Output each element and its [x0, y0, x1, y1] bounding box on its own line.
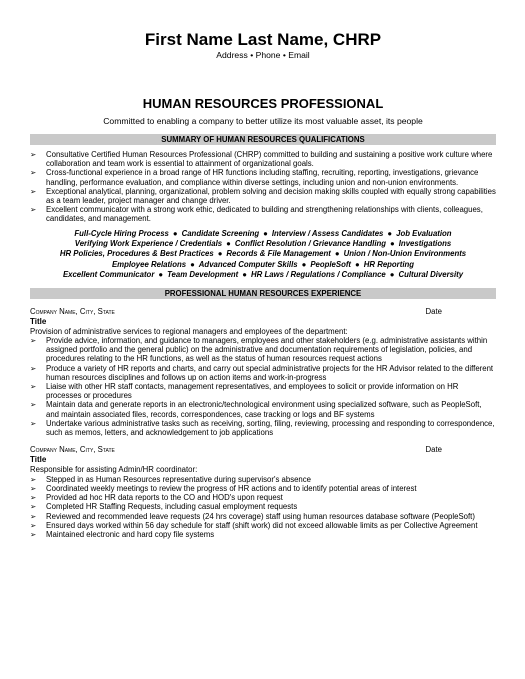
skill-keyword: Records & File Management — [226, 249, 331, 259]
bullet-separator-icon: ● — [301, 259, 307, 269]
job-bullet: ➢ Liaise with other HR staff contacts, management representatives, and employees to solicit or provide information on HR processes or procedures — [30, 382, 496, 400]
candidate-name: First Name Last Name, CHRP — [144, 30, 382, 49]
job-date: Date — [425, 445, 442, 455]
skill-keyword: Investigations — [398, 239, 452, 249]
summary-bullet: ➢ Cross-functional experience in a broad range of HR functions including staffing, recruiting, reporting, investigations, grievance handling, performance evaluation, and compliance within diverse settings, including union and non-union environments. — [30, 168, 496, 186]
job-bullet-list — [30, 475, 496, 539]
bullet-separator-icon: ● — [242, 270, 248, 280]
skills-keyword-row — [30, 249, 496, 259]
job-entry-2 — [30, 445, 496, 539]
bullet-separator-icon: ● — [190, 259, 195, 269]
job-header — [30, 307, 496, 317]
job-intro: Provision of administrative services to regional managers and employees of the department: — [30, 326, 348, 336]
job-bullet: ➢ Undertake various administrative tasks such as receiving, sorting, filing, reviewing, processing and responding to correspondence, such as memos, letters, and acknowledgement to job applications — [30, 419, 496, 437]
job-bullet: ➢ Provide advice, information, and guidance to managers, employees and other stakeholders (e.g. administrative assistants within assigned portfolio and the general public) on the administrative and documentation requirements of legislation, policies, and procedures relating to the HR functions, as well as the status of human resources request actions — [30, 336, 496, 364]
skill-keyword: Full-Cycle Hiring Process — [74, 228, 169, 238]
job-bullet: ➢ Stepped in as Human Resources representative during supervisor's absence — [30, 475, 496, 484]
bullet-separator-icon: ● — [172, 228, 178, 238]
skill-keyword: Conflict Resolution / Grievance Handling — [234, 239, 387, 249]
company-location: Company Name, City, State — [30, 445, 115, 455]
skill-keyword: Cultural Diversity — [398, 270, 464, 280]
bullet-separator-icon: ● — [389, 270, 395, 280]
job-bullet: ➢ Produce a variety of HR reports and charts, and carry out special administrative projects for the HR Advisor related to the different human resources disciplines and follows up on action items and work-in-progress — [30, 364, 496, 382]
skill-keyword: HR Reporting — [363, 259, 415, 269]
company-location: Company Name, City, State — [30, 306, 115, 316]
contact-line: Address • Phone • Email — [216, 50, 310, 60]
skills-keyword-row — [30, 260, 496, 270]
job-bullet: ➢ Maintained electronic and hard copy file systems — [30, 530, 496, 539]
skill-keyword: Candidate Screening — [181, 228, 260, 238]
skill-keyword: Advanced Computer Skills — [198, 259, 298, 269]
job-header — [30, 445, 496, 455]
skill-keyword: Employee Relations — [111, 259, 187, 269]
skills-keyword-row — [30, 239, 496, 249]
skill-keyword: PeopleSoft — [310, 259, 352, 269]
job-intro: Responsible for assisting Admin/HR coordinator: — [30, 465, 198, 475]
summary-bullet: ➢ Exceptional analytical, planning, organizational, problem solving and decision making skills coupled with equally strong capabilities as a team leader, project manager and change driver. — [30, 187, 496, 205]
bullet-separator-icon: ● — [334, 249, 340, 259]
job-title: Title — [30, 316, 47, 326]
skill-keyword: Job Evaluation — [396, 228, 452, 238]
skill-keyword: Union / Non-Union Environments — [343, 249, 467, 259]
bullet-separator-icon: ● — [390, 239, 395, 249]
bullet-separator-icon: ● — [263, 228, 268, 238]
skill-keyword: Excellent Communicator — [62, 270, 155, 280]
skill-keyword: HR Policies, Procedures & Best Practices — [59, 249, 214, 259]
bullet-separator-icon: ● — [158, 270, 164, 280]
summary-bullet: ➢ Consultative Certified Human Resources Professional (CHRP) committed to building and sustaining a positive work culture where collaboration and team work is essential to attainment of organizational goals. — [30, 150, 496, 168]
skills-keyword-block — [30, 229, 496, 281]
bullet-separator-icon: ● — [226, 239, 231, 249]
bullet-separator-icon: ● — [387, 228, 393, 238]
skill-keyword: Interview / Assess Candidates — [271, 228, 384, 238]
skills-keyword-row — [30, 270, 496, 280]
bullet-separator-icon: ● — [355, 259, 360, 269]
job-bullet-list — [30, 336, 496, 437]
job-bullet: ➢ Completed HR Staffing Requests, including casual employment requests — [30, 502, 496, 511]
job-entry-1 — [30, 307, 496, 438]
job-bullet: ➢ Coordinated weekly meetings to review the progress of HR actions and to identify potential areas of interest — [30, 484, 496, 493]
summary-bullet-list — [30, 150, 496, 224]
job-date: Date — [425, 306, 442, 316]
job-bullet: ➢ Provided ad hoc HR data reports to the CO and HOD's upon request — [30, 493, 496, 502]
job-title: Title — [30, 455, 47, 465]
tagline: Committed to enabling a company to better utilize its most valuable asset, its people — [103, 116, 423, 126]
skill-keyword: HR Laws / Regulations / Compliance — [251, 270, 386, 280]
resume-page — [30, 30, 496, 539]
job-bullet: ➢ Ensured days worked within 56 day schedule for staff (shift work) did not exceed allowable limits as per Collective Agreement — [30, 521, 496, 530]
skill-keyword: Verifying Work Experience / Credentials — [74, 239, 223, 249]
job-bullet: ➢ Reviewed and recommended leave requests (24 hrs coverage) staff using human resources database software (PeopleSoft) — [30, 512, 496, 521]
skills-keyword-row — [30, 229, 496, 239]
job-bullet: ➢ Maintain data and generate reports in an electronic/technological environment using specialized software, such as PeopleSoft, and maintain associated files, records, correspondences, case tracking or logs and BF systems — [30, 400, 496, 418]
summary-section-heading: SUMMARY OF HUMAN RESOURCES QUALIFICATIONS — [30, 134, 496, 145]
summary-bullet: ➢ Excellent communicator with a strong work ethic, dedicated to building and strengthening relationships with clients, colleagues, candidates, and management. — [30, 205, 496, 223]
skill-keyword: Team Development — [167, 270, 239, 280]
experience-section-heading: PROFESSIONAL HUMAN RESOURCES EXPERIENCE — [30, 288, 496, 299]
bullet-separator-icon: ● — [217, 249, 223, 259]
professional-headline: HUMAN RESOURCES PROFESSIONAL — [142, 96, 384, 111]
